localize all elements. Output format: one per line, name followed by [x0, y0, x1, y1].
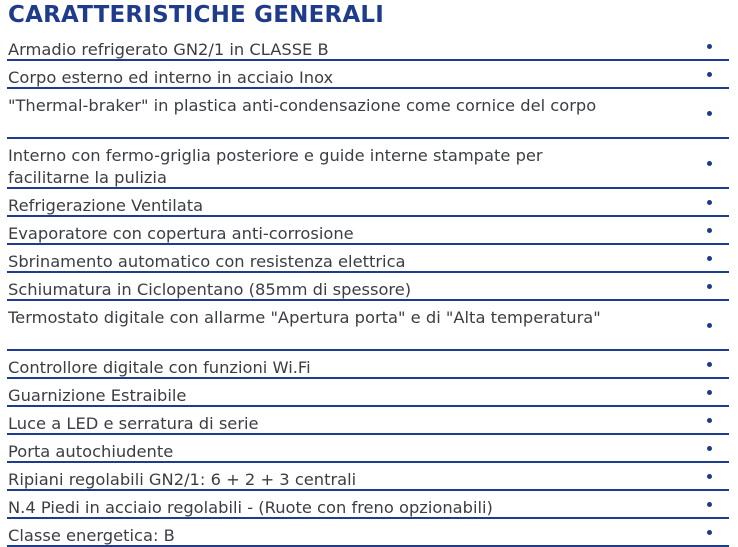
list-item-text: "Thermal-braker" in plastica anti-condensazione come cornice del corpo — [8, 96, 597, 115]
list-item — [7, 89, 729, 139]
list-item — [7, 435, 729, 463]
list-item-text: Corpo esterno ed interno in acciaio Inox — [8, 68, 334, 87]
list-item-text: Guarnizione Estraibile — [8, 386, 187, 405]
list-item-text: Termostato digitale con allarme "Apertura porta" e di "Alta temperatura" — [8, 308, 601, 327]
list-item-text: Refrigerazione Ventilata — [8, 196, 204, 215]
list-item-text: Schiumatura in Ciclopentano (85mm di spessore) — [8, 280, 412, 299]
list-item-text: Controllore digitale con funzioni Wi.Fi — [8, 358, 311, 377]
list-item — [7, 139, 729, 189]
list-item-text: Classe energetica: B — [8, 526, 175, 545]
list-item-text: Luce a LED e serratura di serie — [8, 414, 259, 433]
list-item — [7, 61, 729, 89]
list-item — [7, 407, 729, 435]
list-item — [7, 245, 729, 273]
list-item — [7, 351, 729, 379]
bullet-icon — [707, 256, 712, 261]
bullet-icon — [707, 111, 712, 116]
bullet-icon — [707, 362, 712, 367]
list-item-text: Evaporatore con copertura anti-corrosione — [8, 224, 354, 243]
bullet-icon — [707, 530, 712, 535]
list-item — [7, 217, 729, 245]
bullet-icon — [707, 228, 712, 233]
bullet-icon — [707, 390, 712, 395]
list-item — [7, 301, 729, 351]
bullet-icon — [707, 44, 712, 49]
list-item-text: N.4 Piedi in acciaio regolabili - (Ruote con freno opzionabili) — [8, 498, 493, 517]
bullet-icon — [707, 446, 712, 451]
bullet-icon — [707, 284, 712, 289]
bullet-icon — [707, 161, 712, 166]
list-item — [7, 491, 729, 519]
list-item — [7, 273, 729, 301]
bullet-icon — [707, 474, 712, 479]
bullet-icon — [707, 502, 712, 507]
features-list — [7, 33, 729, 547]
list-item — [7, 189, 729, 217]
list-item — [7, 463, 729, 491]
list-item-text: Porta autochiudente — [8, 442, 174, 461]
list-item — [7, 33, 729, 61]
list-item-text: Sbrinamento automatico con resistenza elettrica — [8, 252, 406, 271]
bullet-icon — [707, 200, 712, 205]
list-item — [7, 519, 729, 547]
list-item-text: Interno con fermo-griglia posteriore e guide interne stampate per facilitarne la pulizia — [8, 146, 543, 187]
list-item-text: Ripiani regolabili GN2/1: 6 + 2 + 3 centrali — [8, 470, 357, 489]
bullet-icon — [707, 323, 712, 328]
bullet-icon — [707, 418, 712, 423]
bullet-icon — [707, 72, 712, 77]
list-item-text: Armadio refrigerato GN2/1 in CLASSE B — [8, 40, 329, 59]
section-title: CARATTERISTICHE GENERALI — [8, 2, 385, 28]
list-item — [7, 379, 729, 407]
